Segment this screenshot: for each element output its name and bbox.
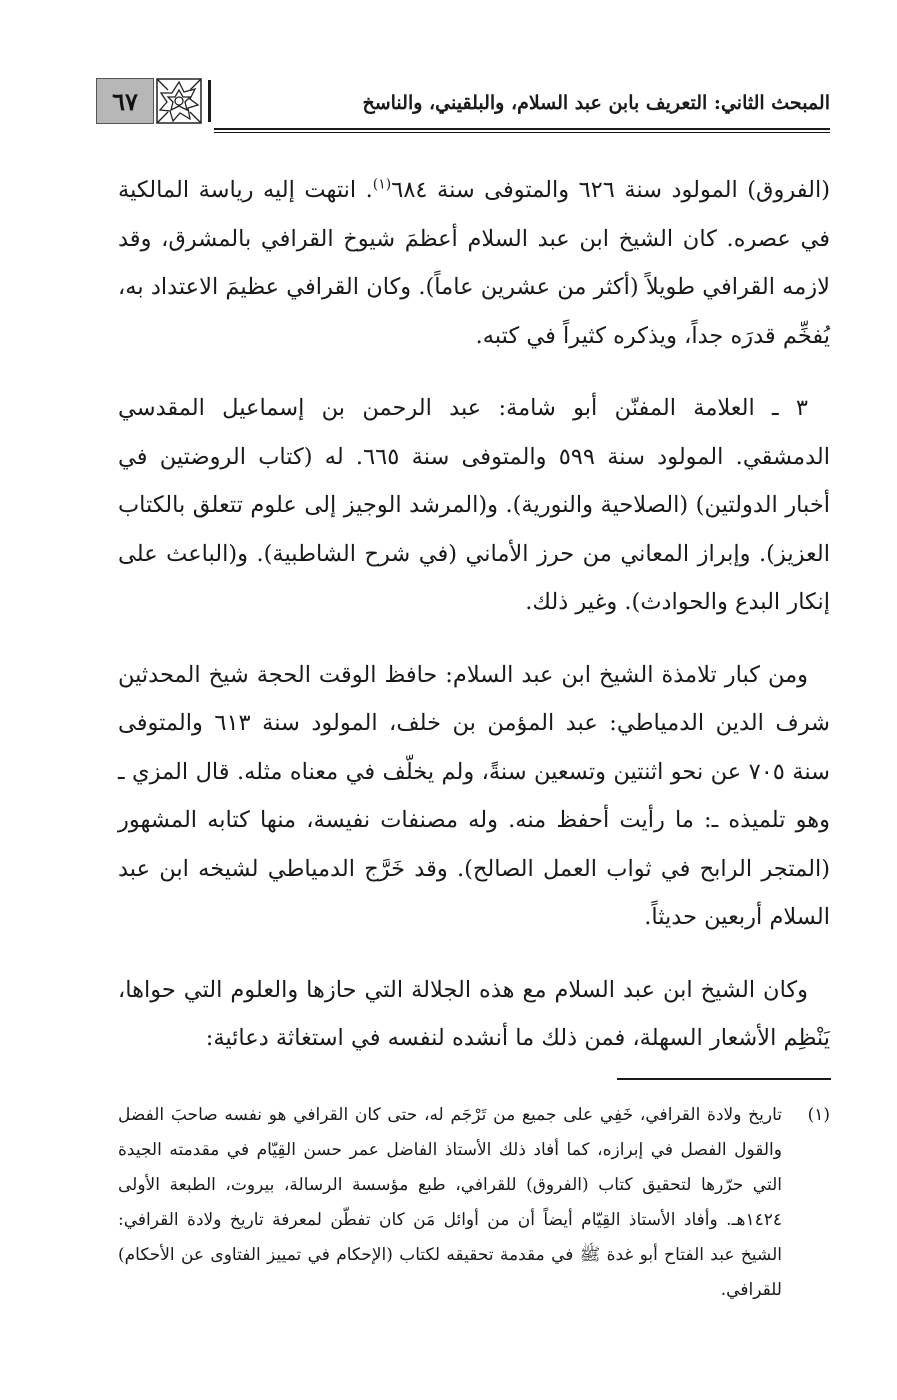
paragraph-1-rest: . انتهت إليه رياسة المالكية في عصره. كان الشيخ ابن عبد السلام أعظمَ شيوخ القرافي بالمشرق، وقد لازمه القرافي طويلاً (أكثر من عشرين عاماً). وكان القرافي عظيمَ الاعتداد به، يُفخِّم قدرَه جداً، ويذكره كثيراً في كتبه. [118, 177, 830, 349]
running-header [96, 78, 830, 130]
paragraph-3: ومن كبار تلامذة الشيخ ابن عبد السلام: حافظ الوقت الحجة شيخ المحدثين شرف الدين الدمياطي: عبد المؤمن بن خلف، المولود سنة ٦١٣ والمتوفى سنة ٧٠٥ عن نحو اثنتين وتسعين سنةً، ولم يخلّف في معناه مثله. قال المزي ـ وهو تلميذه ـ: ما رأيت أحفظ منه. وله مصنفات نفيسة، منها كتابه المشهور (المتجر الرابح في ثواب العمل الصالح). وقد خَرَّج الدمياطي لشيخه ابن عبد السلام أربعين حديثاً. [118, 661, 830, 930]
header-rule-thin [214, 132, 830, 133]
chapter-title: المبحث الثاني: التعريف بابن عبد السلام، والبلقيني، والناسخ [362, 92, 830, 114]
paragraph-4: وكان الشيخ ابن عبد السلام مع هذه الجلالة التي حازها والعلوم التي حواها، يَنْظِم الأشعار السهلة، فمن ذلك ما أنشده لنفسه في استغاثة دعائية: [118, 976, 830, 1051]
footnote-ref[interactable]: (١) [372, 176, 392, 193]
footnote-number: (١) [807, 1105, 830, 1125]
page-number: ٦٧ [96, 78, 154, 124]
geometric-star-ornament-icon [156, 78, 202, 124]
paragraph-1-start: (الفروق) المولود سنة ٦٢٦ والمتوفى سنة ٦٨٤ [391, 177, 830, 203]
footnote-rule [617, 1078, 831, 1080]
footnote-text: تاريخ ولادة القرافي، خَفِي على جميع من تَرْجَم له، حتى كان القرافي هو نفسه صاحبَ الفضل والقول الفصل في إبرازه، كما أفاد ذلك الأستاذ الفاضل عمر حسن القِيّام في مقدمته الجيدة التي حرّرها لتحقيق كتاب (الفروق) للقرافي، طبع مؤسسة الرسالة، بيروت، الطبعة الأولى ١٤٢٤هـ. وأفاد الأستاذ القِيّام أيضاً أن من أوائل مَن كان تفطّن لمعرفة تاريخ ولادة القرافي: الشيخ عبد الفتاح أبو غدة ﷺ في مقدمة تحقيقه لكتاب (الإحكام في تمييز الفتاوى عن الأحكام) للقرافي. [118, 1105, 782, 1300]
footnote [118, 1098, 830, 1308]
header-rule [214, 128, 830, 130]
paragraph-2: ٣ ـ العلامة المفنّن أبو شامة: عبد الرحمن بن إسماعيل المقدسي الدمشقي. المولود سنة ٥٩٩ والمتوفى سنة ٦٦٥. له (كتاب الروضتين في أخبار الدولتين) (الصلاحية والنورية). و(المرشد الوجيز إلى علوم تتعلق بالكتاب العزيز). وإبراز المعاني من حرز الأماني (في شرح الشاطبية). و(الباعث على إنكار البدع والحوادث). وغير ذلك. [118, 395, 830, 615]
header-divider [208, 80, 211, 122]
main-text [118, 166, 830, 1087]
paragraph-1 [118, 166, 830, 360]
